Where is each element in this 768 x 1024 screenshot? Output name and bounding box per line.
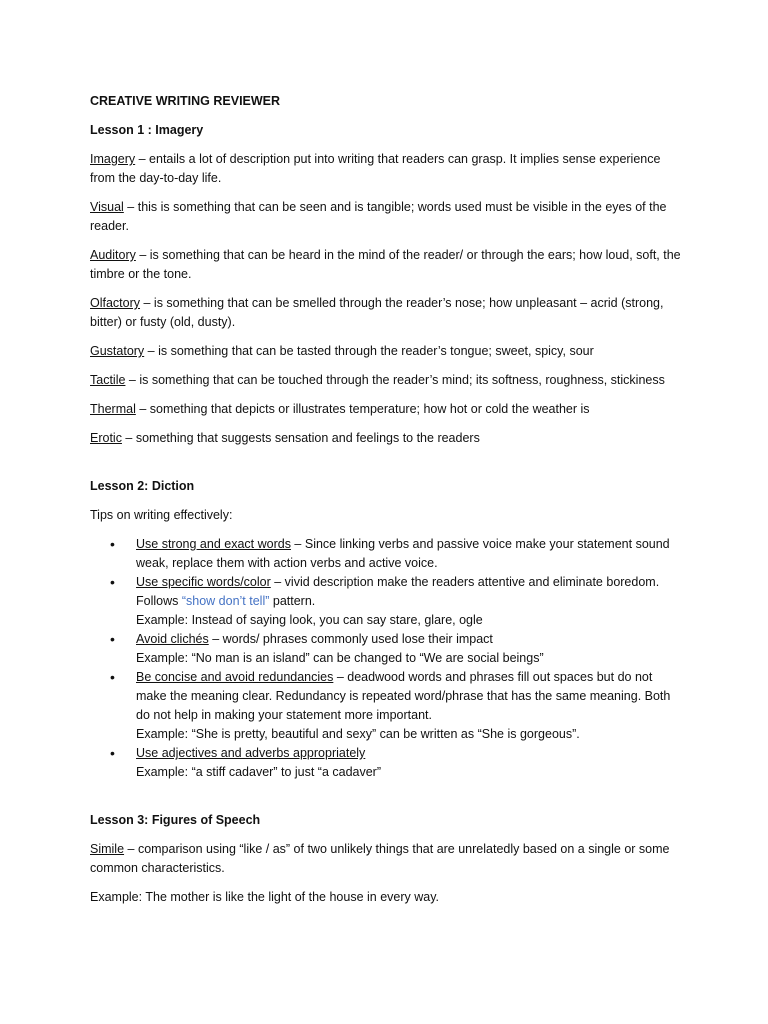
term-label: Erotic — [90, 431, 122, 445]
term-label: Thermal — [90, 402, 136, 416]
tip-example: Example: “She is pretty, beautiful and sexy” can be written as “She is gorgeous”. — [136, 727, 580, 741]
list-item — [90, 668, 682, 744]
simile-example: Example: The mother is like the light of the house in every way. — [90, 890, 440, 904]
term-olfactory — [90, 294, 682, 332]
term-description: – comparison using “like / as” of two unlikely things that are unrelatedly based on a single or some common characteristics. — [90, 842, 670, 875]
lesson1-heading: Lesson 1 : Imagery — [90, 123, 204, 137]
term-description: – is something that can be smelled through the reader’s nose; how unpleasant – acrid (strong, bitter) or fusty (old, dusty). — [90, 296, 664, 329]
lesson2-heading: Lesson 2: Diction — [90, 479, 195, 493]
document-body — [90, 92, 682, 917]
term-label: Imagery — [90, 152, 136, 166]
term-description: – something that depicts or illustrates temperature; how hot or cold the weather is — [135, 402, 590, 416]
term-visual — [90, 198, 682, 236]
tip-label: Use specific words/color — [136, 575, 271, 589]
list-item — [90, 573, 682, 630]
tip-follows-text: Follows — [136, 594, 182, 608]
tip-example: Example: “a stiff cadaver” to just “a cadaver” — [136, 765, 382, 779]
term-erotic — [90, 429, 682, 448]
term-label: Gustatory — [90, 344, 145, 358]
tips-list — [90, 535, 682, 782]
term-description: – is something that can be tasted through the reader’s tongue; sweet, spicy, sour — [144, 344, 594, 358]
term-description: – entails a lot of description put into writing that readers can grasp. It implies sense experience from the day-to-day life. — [90, 152, 661, 185]
tip-label: Avoid clichés — [136, 632, 209, 646]
tip-label: Use adjectives and adverbs appropriately — [136, 746, 366, 760]
lesson2-intro: Tips on writing effectively: — [90, 508, 233, 522]
term-label: Visual — [90, 200, 124, 214]
term-description: – something that suggests sensation and feelings to the readers — [121, 431, 480, 445]
term-thermal — [90, 400, 682, 419]
term-imagery — [90, 150, 682, 188]
list-item — [90, 744, 682, 782]
term-description: – is something that can be heard in the mind of the reader/ or through the ears; how loud, soft, the timbre or the tone. — [90, 248, 681, 281]
tip-label: Be concise and avoid redundancies — [136, 670, 334, 684]
term-gustatory — [90, 342, 682, 361]
term-label: Olfactory — [90, 296, 141, 310]
term-description: – this is something that can be seen and is tangible; words used must be visible in the eyes of the reader. — [90, 200, 667, 233]
term-tactile — [90, 371, 682, 390]
tip-example: Example: Instead of saying look, you can say stare, glare, ogle — [136, 613, 483, 627]
document-title: CREATIVE WRITING REVIEWER — [90, 94, 281, 108]
section-spacer — [90, 792, 682, 811]
term-label: Auditory — [90, 248, 136, 262]
tip-example: Example: “No man is an island” can be changed to “We are social beings” — [136, 651, 544, 665]
list-item — [90, 535, 682, 573]
term-label: Simile — [90, 842, 125, 856]
list-item — [90, 630, 682, 668]
tip-follows-after: pattern. — [269, 594, 316, 608]
tip-description: – vivid description make the readers attentive and eliminate boredom. — [270, 575, 660, 589]
term-description: – is something that can be touched through the reader’s mind; its softness, roughness, stickiness — [125, 373, 665, 387]
tip-highlight: “show don’t tell” — [181, 594, 270, 608]
tip-label: Use strong and exact words — [136, 537, 291, 551]
tip-description: – deadwood words and phrases fill out spaces but do not make the meaning clear. Redundancy is repeated word/phrase that has the same meaning. Both do not help in making your statement more important. — [136, 670, 671, 722]
term-simile — [90, 840, 682, 878]
term-label: Tactile — [90, 373, 126, 387]
tip-description: – Since linking verbs and passive voice make your statement sound weak, replace them with action verbs and active voice. — [136, 537, 670, 570]
tip-description: – words/ phrases commonly used lose their impact — [208, 632, 493, 646]
section-spacer — [90, 458, 682, 477]
lesson3-heading: Lesson 3: Figures of Speech — [90, 813, 261, 827]
term-auditory — [90, 246, 682, 284]
